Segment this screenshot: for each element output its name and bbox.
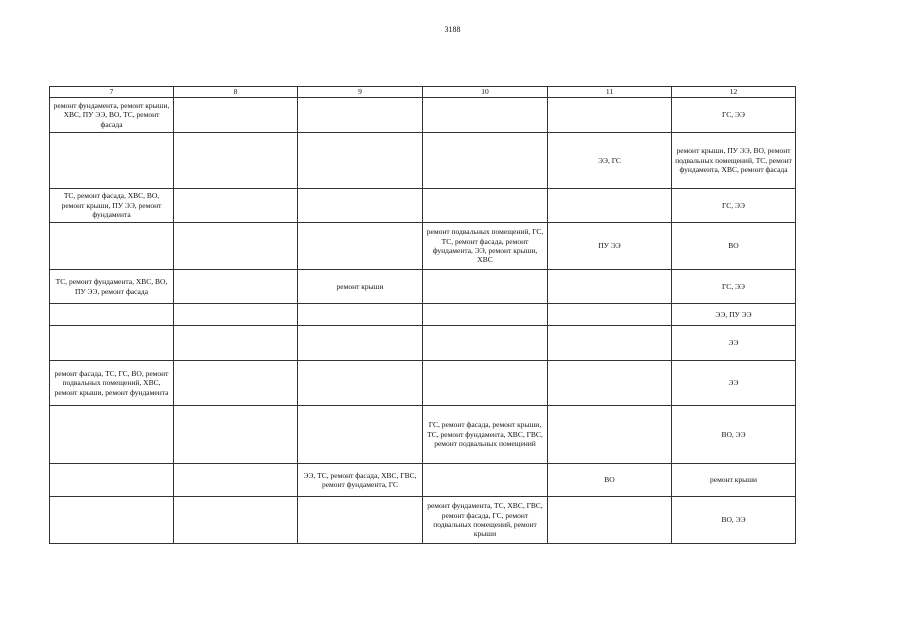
table-cell	[174, 326, 298, 361]
table-cell: ТС, ремонт фундамента, ХВС, ВО, ПУ ЭЭ, ремонт фасада	[50, 270, 174, 304]
table-cell: ремонт фундамента, ремонт крыши, ХВС, ПУ ЭЭ, ВО, ТС, ремонт фасада	[50, 98, 174, 133]
table-cell: ГС, ЭЭ	[672, 270, 796, 304]
table-cell: ЭЭ	[672, 326, 796, 361]
table-cell	[298, 98, 423, 133]
table-cell	[298, 497, 423, 544]
table-cell	[174, 464, 298, 497]
table-cell: ГС, ремонт фасада, ремонт крыши, ТС, ремонт фундамента, ХВС, ГВС, ремонт подвальных помещений	[423, 406, 548, 464]
table-cell	[174, 189, 298, 223]
page-number: 3188	[444, 25, 461, 34]
column-header-12: 12	[672, 87, 796, 98]
table-cell: ВО	[672, 223, 796, 270]
table-cell: ВО, ЭЭ	[672, 497, 796, 544]
table-row	[50, 223, 796, 270]
table-cell	[50, 326, 174, 361]
table-cell: ГС, ЭЭ	[672, 98, 796, 133]
column-header-8: 8	[174, 87, 298, 98]
table-cell: ЭЭ, ТС, ремонт фасада, ХВС, ГВС, ремонт фундамента, ГС	[298, 464, 423, 497]
table-cell: ВО	[548, 464, 672, 497]
table-cell	[423, 98, 548, 133]
table-cell	[174, 406, 298, 464]
table-cell: ремонт крыши, ПУ ЭЭ, ВО, ремонт подвальных помещений, ТС, ремонт фундамента, ХВС, ремонт фасада	[672, 133, 796, 189]
table-row	[50, 497, 796, 544]
table-cell: ЭЭ, ГС	[548, 133, 672, 189]
table-cell: ремонт фундамента, ТС, ХВС, ГВС, ремонт фасада, ГС, ремонт подвальных помещений, ремонт крыши	[423, 497, 548, 544]
table-cell	[50, 133, 174, 189]
table-row	[50, 326, 796, 361]
table-row	[50, 361, 796, 406]
table-cell	[174, 223, 298, 270]
table-cell	[174, 98, 298, 133]
table-cell	[50, 304, 174, 326]
table-cell: ПУ ЭЭ	[548, 223, 672, 270]
table-cell	[298, 189, 423, 223]
table-cell	[174, 497, 298, 544]
table-cell	[298, 326, 423, 361]
table-cell	[548, 497, 672, 544]
table-cell: ТС, ремонт фасада, ХВС, ВО, ремонт крыши, ПУ ЭЭ, ремонт фундамента	[50, 189, 174, 223]
table-cell: ВО, ЭЭ	[672, 406, 796, 464]
table-cell	[298, 304, 423, 326]
table-cell	[423, 464, 548, 497]
table-cell	[423, 270, 548, 304]
column-header-9: 9	[298, 87, 423, 98]
table-cell: ЭЭ	[672, 361, 796, 406]
table-cell: ЭЭ, ПУ ЭЭ	[672, 304, 796, 326]
table-cell	[174, 270, 298, 304]
column-header-11: 11	[548, 87, 672, 98]
table-cell	[423, 326, 548, 361]
table-cell	[298, 406, 423, 464]
table-cell	[50, 406, 174, 464]
table-cell	[174, 133, 298, 189]
header-row	[50, 87, 796, 98]
column-header-10: 10	[423, 87, 548, 98]
table-cell	[548, 406, 672, 464]
table-cell	[50, 223, 174, 270]
table-cell	[50, 497, 174, 544]
table-row	[50, 464, 796, 497]
table-row	[50, 406, 796, 464]
table-cell	[298, 133, 423, 189]
table-row	[50, 304, 796, 326]
table-cell	[423, 361, 548, 406]
table-cell	[423, 133, 548, 189]
column-header-7: 7	[50, 87, 174, 98]
table-row	[50, 133, 796, 189]
table-cell: ГС, ЭЭ	[672, 189, 796, 223]
table-row	[50, 98, 796, 133]
table-cell	[423, 304, 548, 326]
table-cell	[548, 361, 672, 406]
table-cell	[298, 361, 423, 406]
table-cell: ремонт крыши	[672, 464, 796, 497]
table-row	[50, 189, 796, 223]
table-cell: ремонт подвальных помещений, ГС, ТС, ремонт фасада, ремонт фундамента, ЭЭ, ремонт крыши, ХВС	[423, 223, 548, 270]
table-cell	[548, 98, 672, 133]
table-cell: ремонт фасада, ТС, ГС, ВО, ремонт подвальных помещений, ХВС, ремонт крыши, ремонт фундамента	[50, 361, 174, 406]
table-cell: ремонт крыши	[298, 270, 423, 304]
table-cell	[548, 304, 672, 326]
table-cell	[174, 361, 298, 406]
table-cell	[174, 304, 298, 326]
table-cell	[548, 189, 672, 223]
repair-schedule-table	[49, 86, 796, 544]
table-row	[50, 270, 796, 304]
table-cell	[423, 189, 548, 223]
table-cell	[548, 270, 672, 304]
table-cell	[50, 464, 174, 497]
table-cell	[298, 223, 423, 270]
table-cell	[548, 326, 672, 361]
